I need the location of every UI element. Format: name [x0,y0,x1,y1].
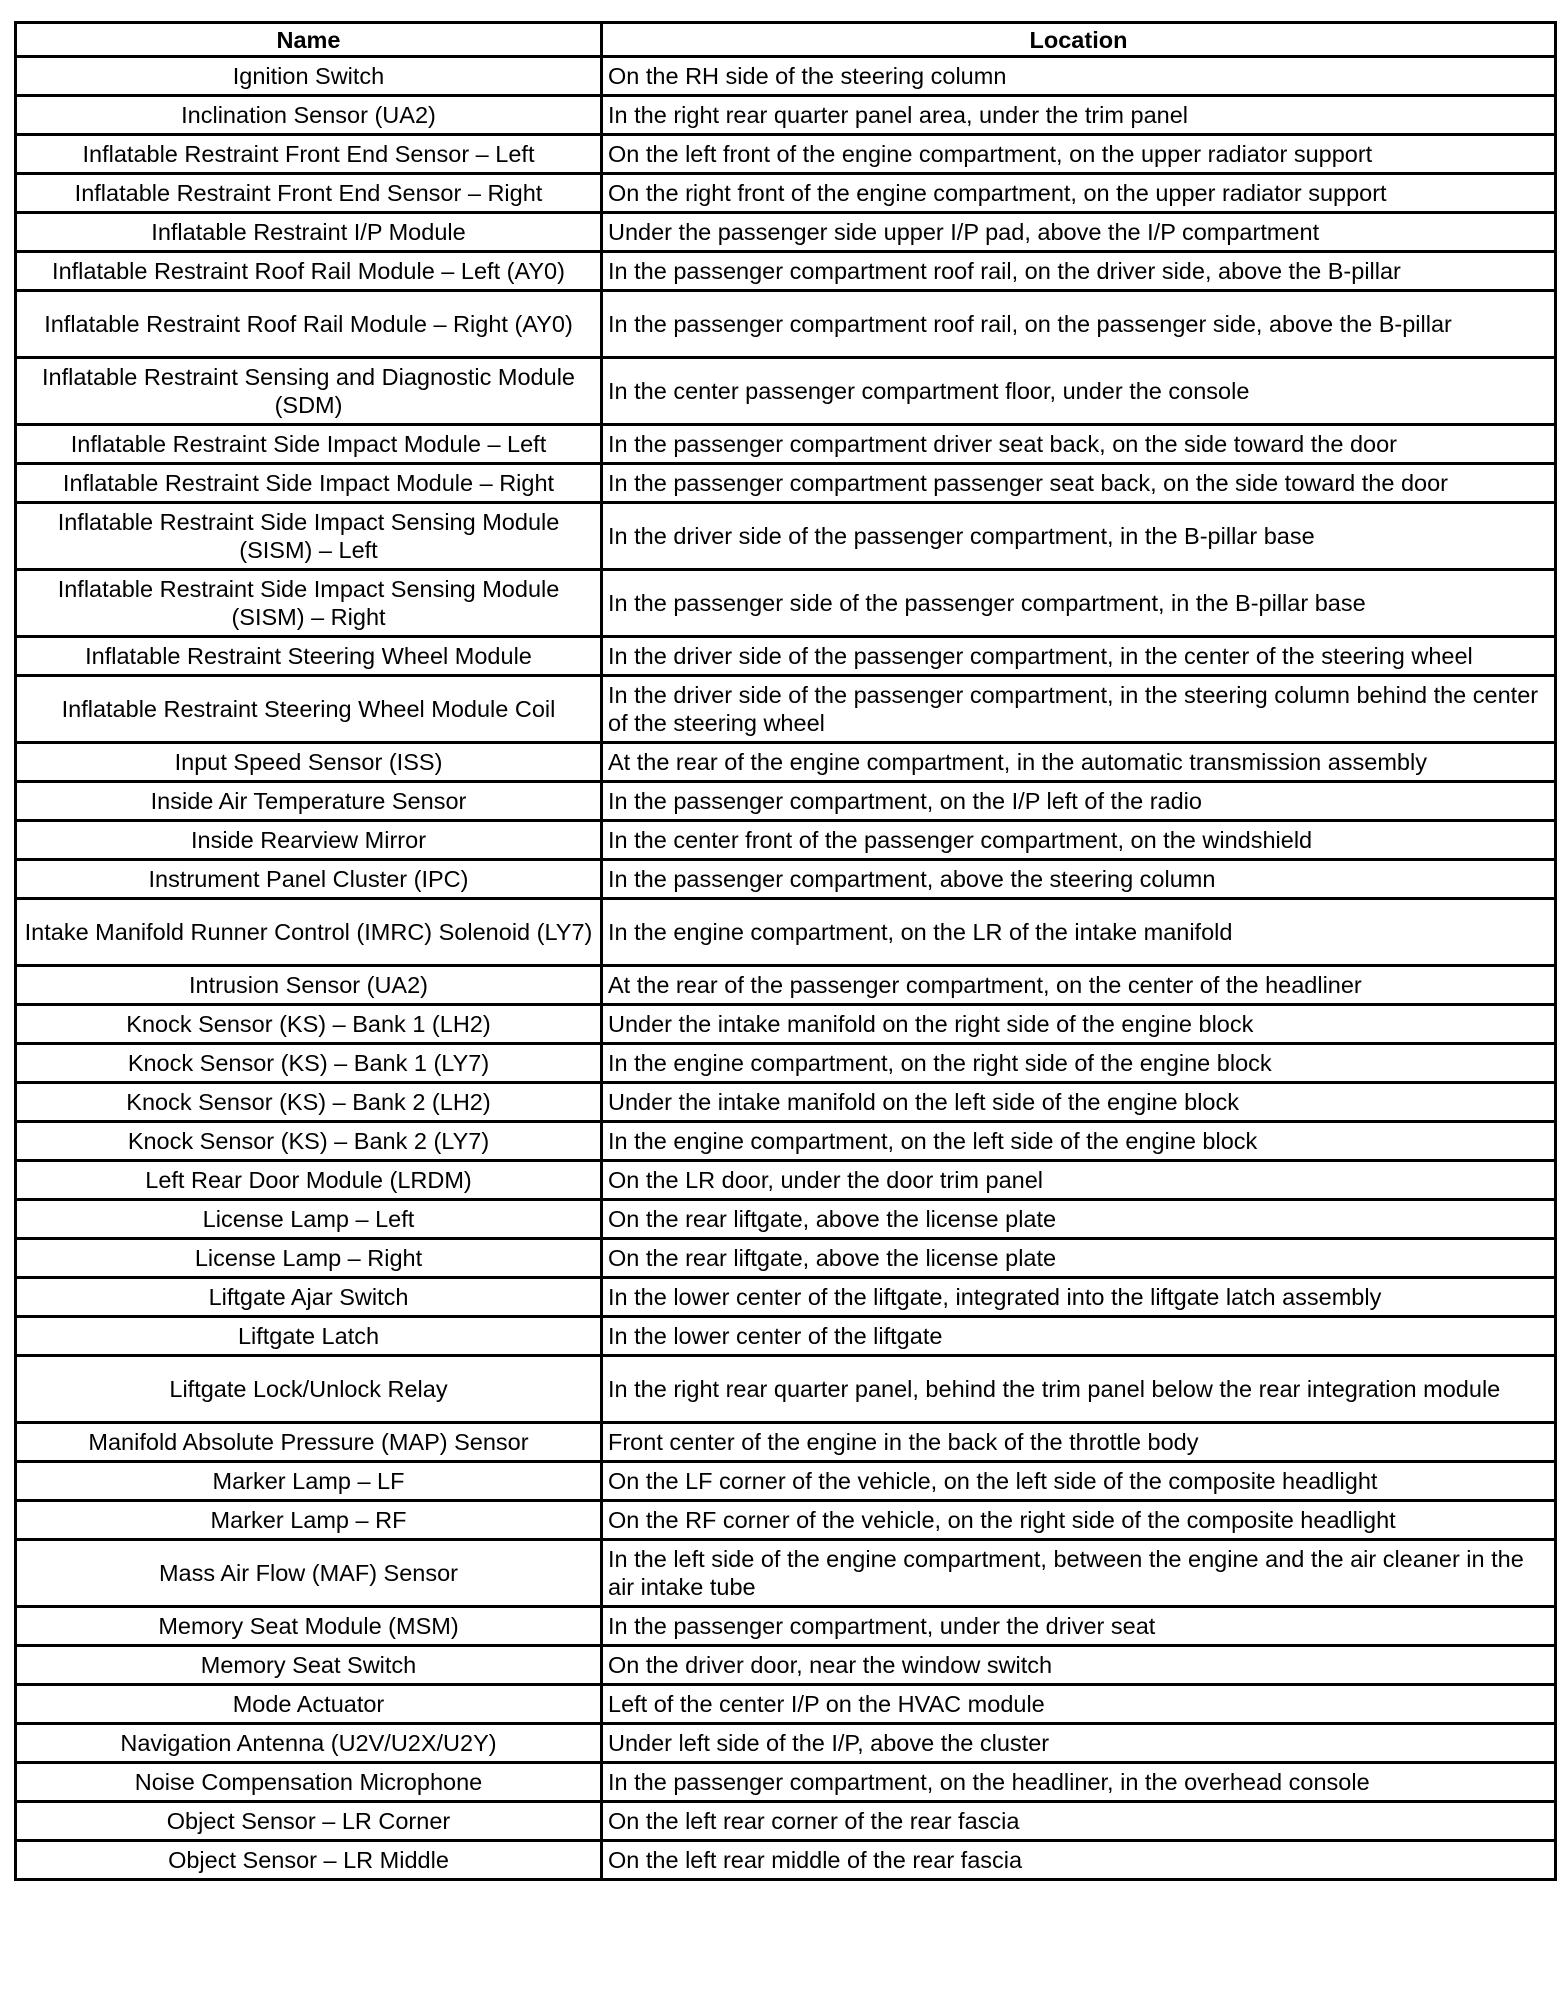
document-page [14,21,1554,1881]
location-cell: In the left side of the engine compartment, between the engine and the air cleaner in the air intake tube [602,1540,1556,1607]
name-cell: Input Speed Sensor (ISS) [16,743,602,782]
location-cell: On the left rear middle of the rear fascia [602,1841,1556,1880]
location-cell: Front center of the engine in the back of the throttle body [602,1423,1556,1462]
name-cell: Inflatable Restraint Roof Rail Module – Left (AY0) [16,252,602,291]
location-cell: In the center front of the passenger compartment, on the windshield [602,821,1556,860]
table-row [16,570,1556,637]
name-cell: Mode Actuator [16,1685,602,1724]
name-cell: Inflatable Restraint Roof Rail Module – Right (AY0) [16,291,602,358]
table-row [16,1501,1556,1540]
table-row [16,1607,1556,1646]
location-cell: In the lower center of the liftgate, integrated into the liftgate latch assembly [602,1278,1556,1317]
name-cell: Marker Lamp – RF [16,1501,602,1540]
table-row [16,1423,1556,1462]
location-cell: In the driver side of the passenger compartment, in the B-pillar base [602,503,1556,570]
name-cell: Inflatable Restraint Front End Sensor – Left [16,135,602,174]
name-cell: Knock Sensor (KS) – Bank 1 (LH2) [16,1005,602,1044]
component-location-table [14,21,1557,1881]
name-cell: Left Rear Door Module (LRDM) [16,1161,602,1200]
location-cell: In the passenger compartment, under the driver seat [602,1607,1556,1646]
location-cell: Under the intake manifold on the left side of the engine block [602,1083,1556,1122]
table-row [16,1005,1556,1044]
table-row [16,966,1556,1005]
table-row [16,135,1556,174]
location-cell: In the engine compartment, on the LR of the intake manifold [602,899,1556,966]
table-row [16,1802,1556,1841]
name-cell: Inflatable Restraint Sensing and Diagnostic Module (SDM) [16,358,602,425]
table-row [16,821,1556,860]
name-cell: Navigation Antenna (U2V/U2X/U2Y) [16,1724,602,1763]
table-row [16,1317,1556,1356]
name-cell: Mass Air Flow (MAF) Sensor [16,1540,602,1607]
table-row [16,503,1556,570]
table-row [16,425,1556,464]
table-row [16,1356,1556,1423]
table-row [16,899,1556,966]
table-row [16,676,1556,743]
location-cell: In the passenger compartment, on the headliner, in the overhead console [602,1763,1556,1802]
table-row [16,1044,1556,1083]
location-cell: In the engine compartment, on the left side of the engine block [602,1122,1556,1161]
location-cell: On the RF corner of the vehicle, on the right side of the composite headlight [602,1501,1556,1540]
name-cell: Ignition Switch [16,57,602,96]
location-cell: On the RH side of the steering column [602,57,1556,96]
location-cell: In the passenger compartment driver seat back, on the side toward the door [602,425,1556,464]
location-cell: On the left rear corner of the rear fascia [602,1802,1556,1841]
name-cell: Inside Rearview Mirror [16,821,602,860]
location-cell: In the lower center of the liftgate [602,1317,1556,1356]
column-header-location: Location [602,23,1556,57]
location-cell: In the passenger compartment passenger seat back, on the side toward the door [602,464,1556,503]
name-cell: Knock Sensor (KS) – Bank 2 (LH2) [16,1083,602,1122]
table-row [16,1685,1556,1724]
column-header-name: Name [16,23,602,57]
table-row [16,96,1556,135]
name-cell: Inflatable Restraint Steering Wheel Module [16,637,602,676]
table-row [16,213,1556,252]
header-row [16,23,1556,57]
location-cell: Under the passenger side upper I/P pad, above the I/P compartment [602,213,1556,252]
name-cell: Object Sensor – LR Middle [16,1841,602,1880]
location-cell: On the driver door, near the window switch [602,1646,1556,1685]
location-cell: On the right front of the engine compartment, on the upper radiator support [602,174,1556,213]
table-row [16,743,1556,782]
table-row [16,1724,1556,1763]
table-row [16,291,1556,358]
location-cell: Left of the center I/P on the HVAC module [602,1685,1556,1724]
table-row [16,782,1556,821]
name-cell: Noise Compensation Microphone [16,1763,602,1802]
name-cell: Intake Manifold Runner Control (IMRC) Solenoid (LY7) [16,899,602,966]
name-cell: Inflatable Restraint Side Impact Module – Right [16,464,602,503]
location-cell: On the rear liftgate, above the license plate [602,1200,1556,1239]
name-cell: Instrument Panel Cluster (IPC) [16,860,602,899]
table-row [16,1540,1556,1607]
location-cell: In the passenger compartment, on the I/P left of the radio [602,782,1556,821]
table-row [16,174,1556,213]
location-cell: In the center passenger compartment floor, under the console [602,358,1556,425]
name-cell: Memory Seat Module (MSM) [16,1607,602,1646]
table-header [16,23,1556,57]
name-cell: Marker Lamp – LF [16,1462,602,1501]
table-row [16,1763,1556,1802]
table-row [16,1646,1556,1685]
location-cell: On the rear liftgate, above the license plate [602,1239,1556,1278]
name-cell: Inflatable Restraint Steering Wheel Module Coil [16,676,602,743]
location-cell: At the rear of the engine compartment, in the automatic transmission assembly [602,743,1556,782]
name-cell: Inflatable Restraint Front End Sensor – Right [16,174,602,213]
table-row [16,1122,1556,1161]
table-row [16,1083,1556,1122]
name-cell: Inflatable Restraint Side Impact Sensing Module (SISM) – Left [16,503,602,570]
table-row [16,1161,1556,1200]
table-row [16,860,1556,899]
location-cell: In the passenger side of the passenger compartment, in the B-pillar base [602,570,1556,637]
table-row [16,1200,1556,1239]
location-cell: In the driver side of the passenger compartment, in the steering column behind the center of the steering wheel [602,676,1556,743]
name-cell: Inflatable Restraint Side Impact Module – Left [16,425,602,464]
location-cell: At the rear of the passenger compartment, on the center of the headliner [602,966,1556,1005]
location-cell: On the left front of the engine compartment, on the upper radiator support [602,135,1556,174]
table-row [16,358,1556,425]
name-cell: Intrusion Sensor (UA2) [16,966,602,1005]
table-row [16,252,1556,291]
table-row [16,637,1556,676]
name-cell: Liftgate Latch [16,1317,602,1356]
location-cell: In the passenger compartment, above the steering column [602,860,1556,899]
name-cell: License Lamp – Left [16,1200,602,1239]
table-row [16,1239,1556,1278]
location-cell: In the right rear quarter panel, behind the trim panel below the rear integration module [602,1356,1556,1423]
location-cell: Under left side of the I/P, above the cluster [602,1724,1556,1763]
name-cell: Knock Sensor (KS) – Bank 1 (LY7) [16,1044,602,1083]
table-row [16,1841,1556,1880]
name-cell: Knock Sensor (KS) – Bank 2 (LY7) [16,1122,602,1161]
location-cell: In the passenger compartment roof rail, on the passenger side, above the B-pillar [602,291,1556,358]
location-cell: In the right rear quarter panel area, under the trim panel [602,96,1556,135]
name-cell: License Lamp – Right [16,1239,602,1278]
location-cell: On the LR door, under the door trim panel [602,1161,1556,1200]
name-cell: Liftgate Ajar Switch [16,1278,602,1317]
name-cell: Memory Seat Switch [16,1646,602,1685]
location-cell: Under the intake manifold on the right side of the engine block [602,1005,1556,1044]
table-row [16,1462,1556,1501]
location-cell: On the LF corner of the vehicle, on the left side of the composite headlight [602,1462,1556,1501]
name-cell: Liftgate Lock/Unlock Relay [16,1356,602,1423]
name-cell: Manifold Absolute Pressure (MAP) Sensor [16,1423,602,1462]
table-row [16,1278,1556,1317]
name-cell: Inclination Sensor (UA2) [16,96,602,135]
table-row [16,57,1556,96]
location-cell: In the driver side of the passenger compartment, in the center of the steering wheel [602,637,1556,676]
name-cell: Inflatable Restraint I/P Module [16,213,602,252]
table-body [16,57,1556,1880]
location-cell: In the engine compartment, on the right side of the engine block [602,1044,1556,1083]
name-cell: Inflatable Restraint Side Impact Sensing Module (SISM) – Right [16,570,602,637]
name-cell: Object Sensor – LR Corner [16,1802,602,1841]
name-cell: Inside Air Temperature Sensor [16,782,602,821]
location-cell: In the passenger compartment roof rail, on the driver side, above the B-pillar [602,252,1556,291]
table-row [16,464,1556,503]
